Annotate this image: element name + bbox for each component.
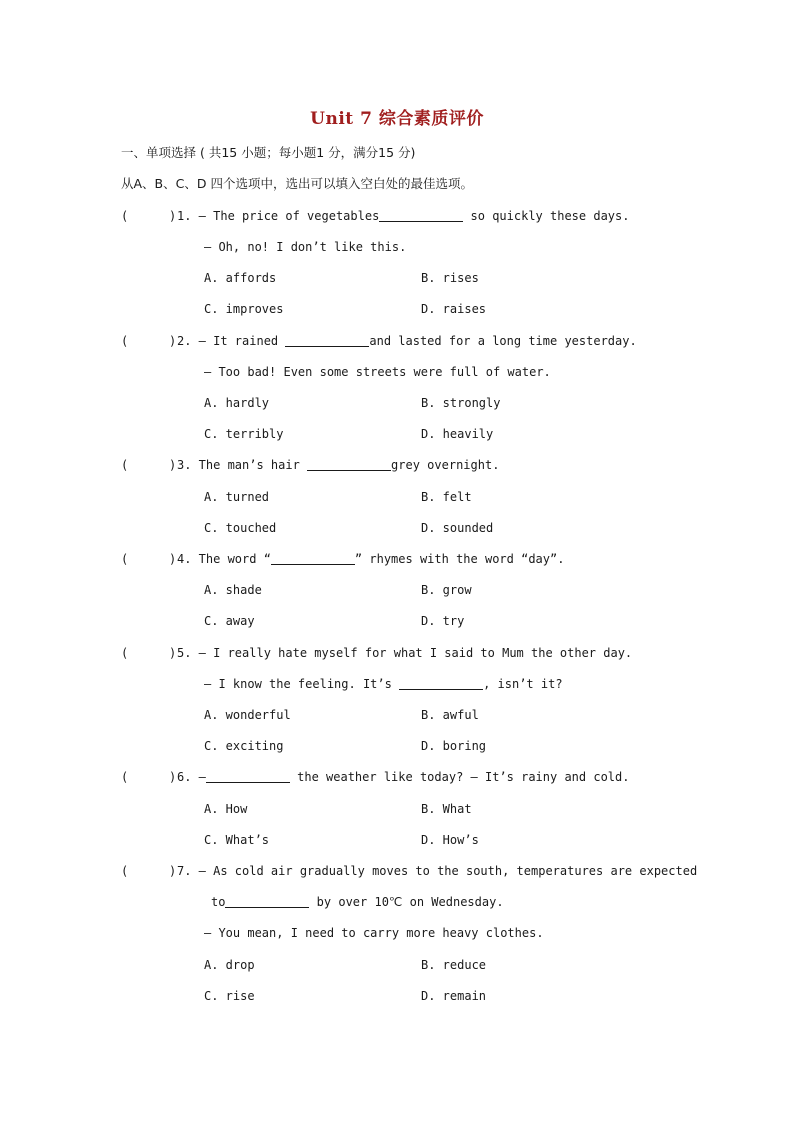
option-b: B. felt <box>421 490 472 504</box>
option-d: D. heavily <box>421 427 494 441</box>
option-b: B. rises <box>421 271 479 285</box>
blank <box>225 895 309 908</box>
question-2-stem: 2. — It rained and lasted for a long time yesterday. <box>177 334 637 348</box>
option-d: D. sounded <box>421 521 494 535</box>
option-a: A. affords <box>204 271 277 285</box>
question-1-stem: 1. — The price of vegetables so quickly these days. <box>177 209 630 223</box>
blank <box>307 458 391 471</box>
question-5-reply: — I know the feeling. It’s , isn’t it? <box>204 677 563 691</box>
question-3-stem: 3. The man’s hair grey overnight. <box>177 458 500 472</box>
blank <box>285 334 369 347</box>
option-d: D. try <box>421 614 465 628</box>
option-b: B. What <box>421 802 472 816</box>
option-b: B. awful <box>421 708 479 722</box>
option-d: D. boring <box>421 739 487 753</box>
question-2-reply: — Too bad! Even some streets were full of water. <box>204 365 551 379</box>
instruction-text: 从A、B、C、D 四个选项中，选出可以填入空白处的最佳选项。 <box>121 176 473 191</box>
blank <box>379 209 463 222</box>
option-c: C. terribly <box>204 427 284 441</box>
option-a: A. How <box>204 802 248 816</box>
option-a: A. hardly <box>204 396 270 410</box>
option-a: A. turned <box>204 490 270 504</box>
option-d: D. remain <box>421 989 487 1003</box>
option-d: D. How’s <box>421 833 479 847</box>
question-4-stem: 4. The word “ ” rhymes with the word “day”. <box>177 552 565 566</box>
option-c: C. away <box>204 614 255 628</box>
option-b: B. grow <box>421 583 472 597</box>
option-a: A. drop <box>204 958 255 972</box>
option-c: C. improves <box>204 302 284 316</box>
option-c: C. rise <box>204 989 255 1003</box>
option-b: B. strongly <box>421 396 501 410</box>
option-b: B. reduce <box>421 958 487 972</box>
question-7-stem: 7. — As cold air gradually moves to the south, temperatures are expected <box>177 864 698 878</box>
question-7-reply: — You mean, I need to carry more heavy clothes. <box>204 926 544 940</box>
option-c: C. What’s <box>204 833 270 847</box>
blank <box>271 552 355 565</box>
section-heading: 一、单项选择 ( 共15 小题；每小题1 分，满分15 分) <box>121 145 416 160</box>
option-a: A. wonderful <box>204 708 291 722</box>
page-title: Unit 7 综合素质评价 <box>310 109 484 129</box>
option-c: C. exciting <box>204 739 284 753</box>
question-6-stem: 6. — the weather like today? — It’s rainy and cold. <box>177 770 630 784</box>
option-d: D. raises <box>421 302 487 316</box>
option-a: A. shade <box>204 583 262 597</box>
question-1-reply: — Oh, no! I don’t like this. <box>204 240 407 254</box>
blank <box>399 677 483 690</box>
blank <box>206 770 290 783</box>
question-7-continuation: to by over 10℃ on Wednesday. <box>211 895 504 909</box>
worksheet-page: Unit 7 综合素质评价 一、单项选择 ( 共15 小题；每小题1 分，满分15 分) 从A、B、C、D 四个选项中，选出可以填入空白处的最佳选项。 ( ) 1. — The price of vegetables so quickly these days. — Oh, no! I don’t like this. A. affords B. rises C. improves D. raises ( ) 2. — It rained and lasted for a long time yesterday. — Too bad! Even some streets were full of water. A. hardly B. strongly C. terribly D. heavily ( ) 3. The man’s hair grey overnight. A. turned B. felt C. touched D. sounded ( ) 4. The word “ ” rhymes with the word “day”. A. shade B. grow C. away D. try ( ) 5. — I really hate myself for what I said to Mum the other day. — I know the feeling. It’s , isn’t it? A. wonderful B. awful C. exciting D. boring ( ) 6. — the weather like today? — It’s rainy and cold. A. How B. What C. What’s D. How’s ( ) 7. — As cold air gradually moves to the south, temperatures are expected to by over 10℃ on Wednesday. — You mean, I need to carry more heavy clothes. A. drop B. reduce C. rise D. remain <box>0 0 794 1123</box>
option-c: C. touched <box>204 521 277 535</box>
question-5-stem: 5. — I really hate myself for what I said to Mum the other day. <box>177 646 633 660</box>
